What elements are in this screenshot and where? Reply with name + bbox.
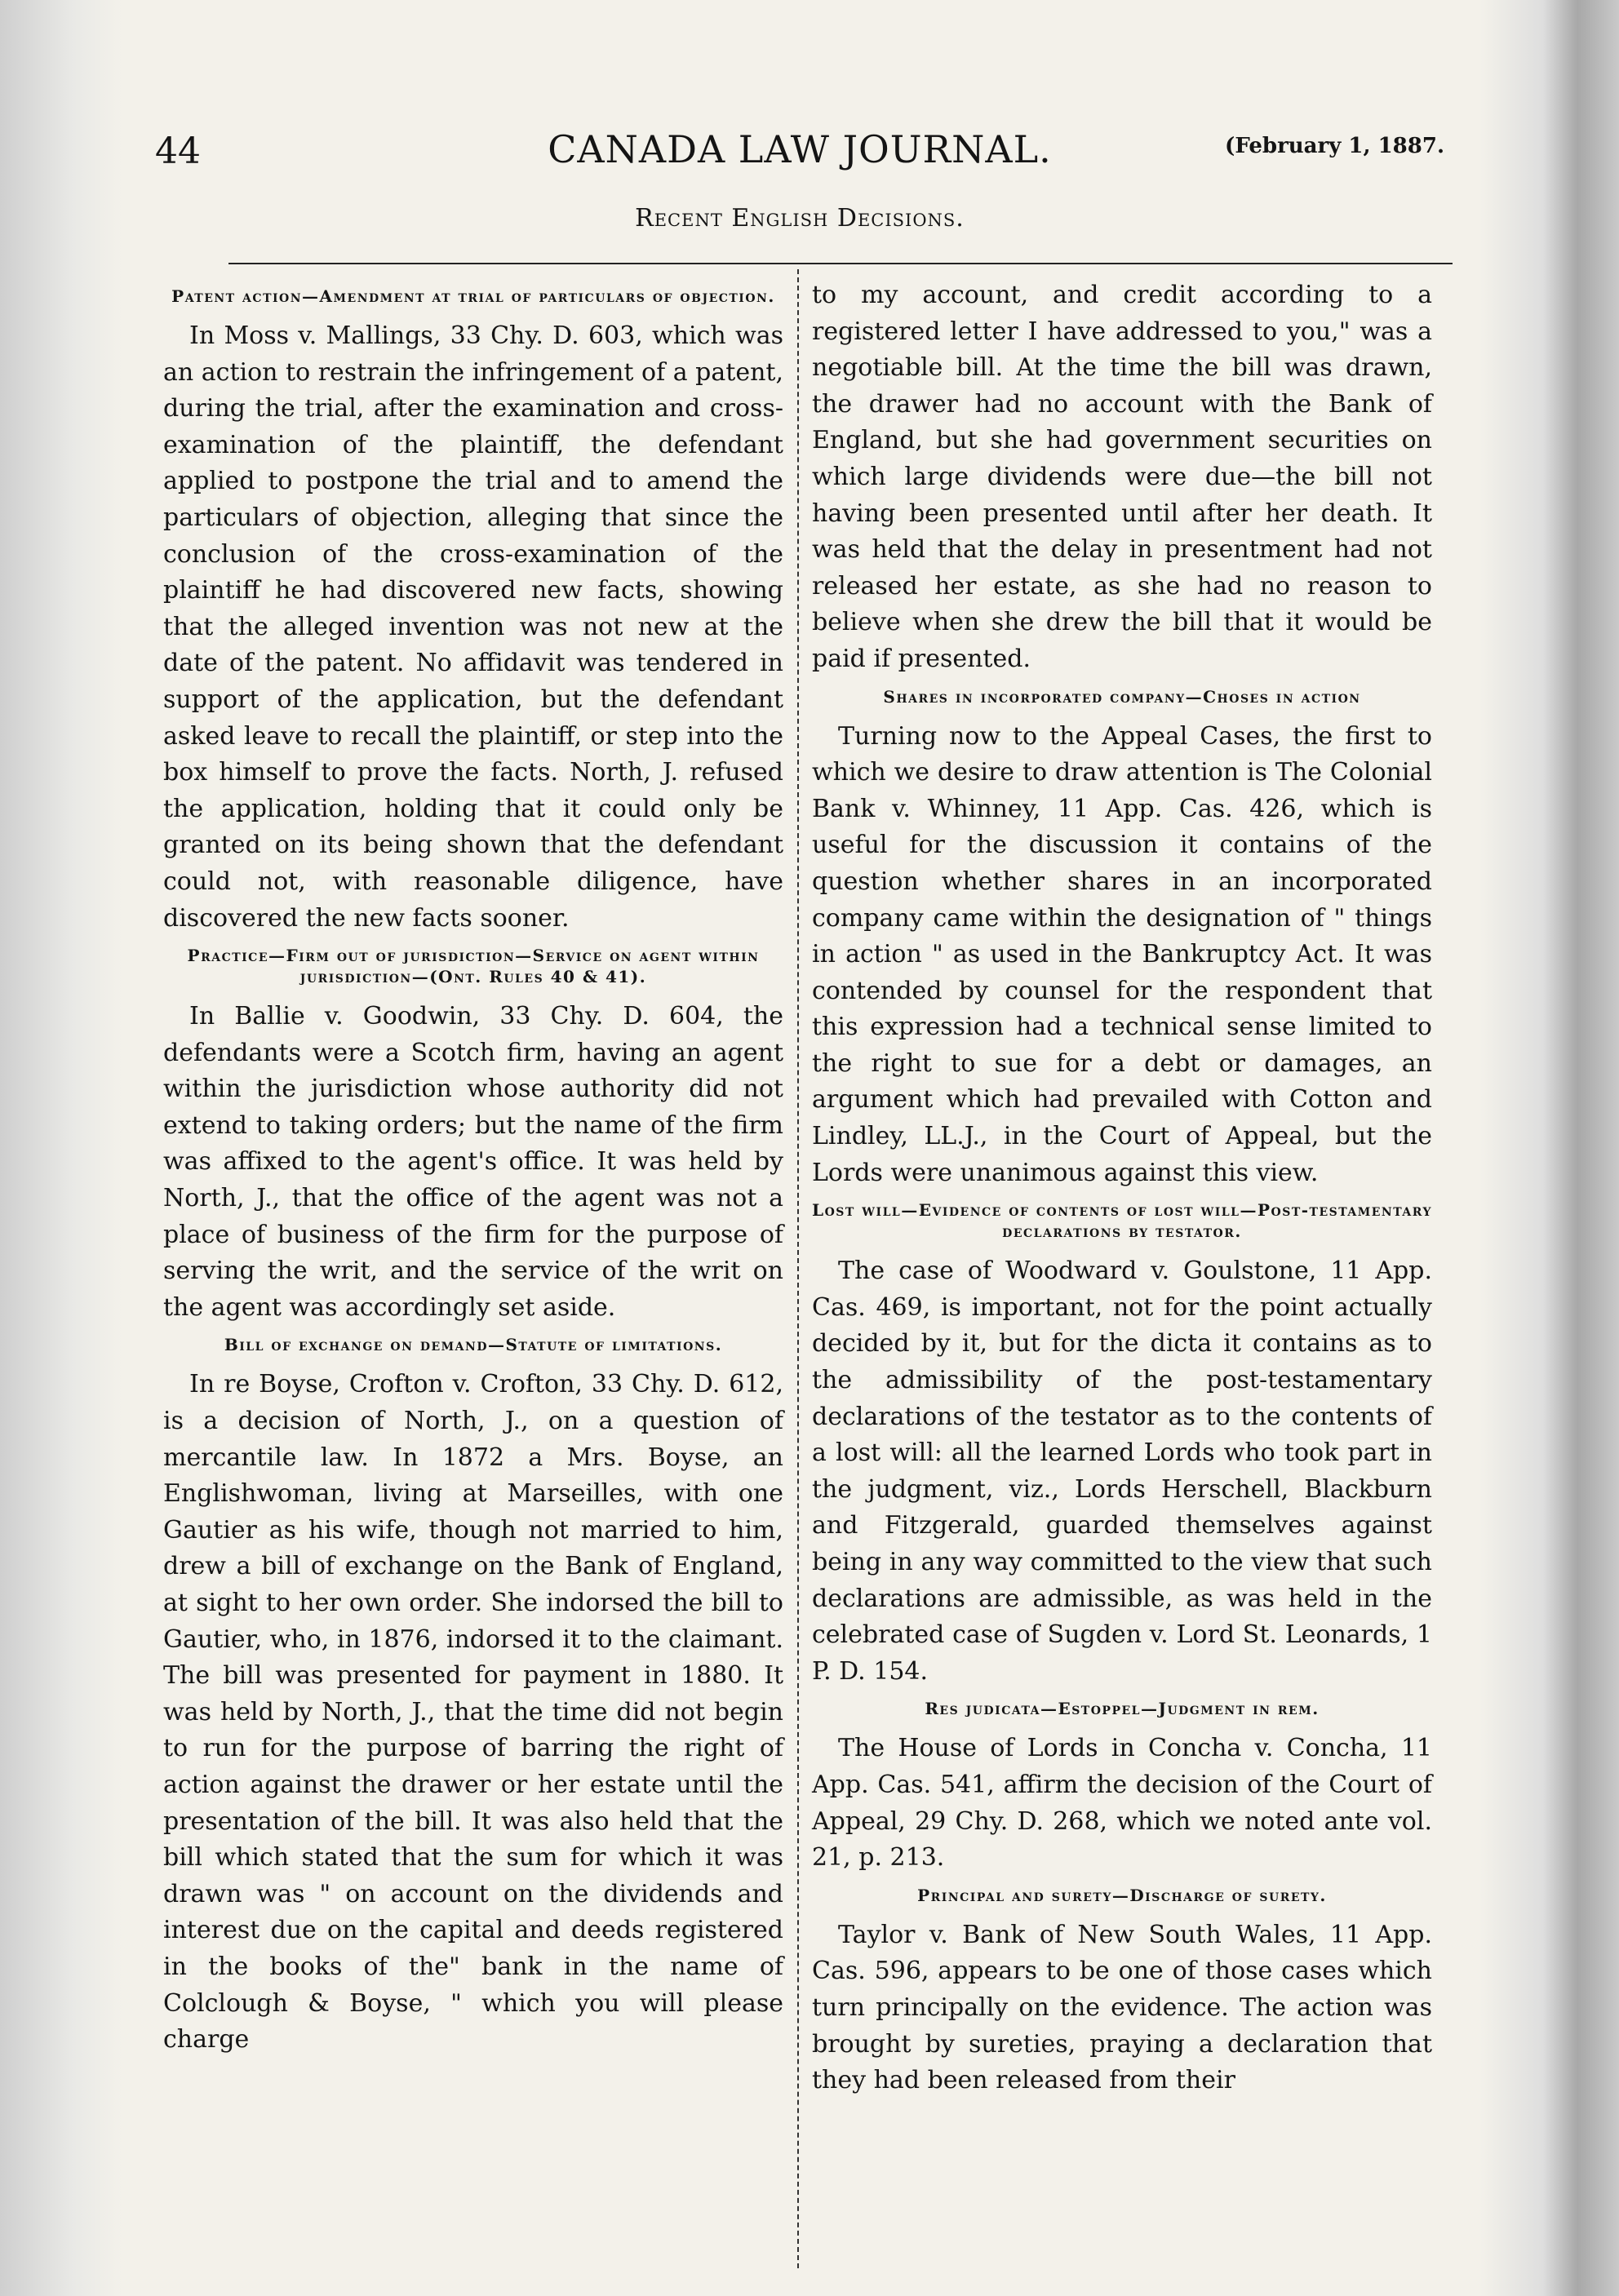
- paragraph-woodward-v-goulstone: The case of Woodward v. Goulstone, 11 App. Cas. 469, is important, not for the point actually decided by it, but for the dicta it contains as to the admissibility of the post-testamentary declarations of the testator as to the contents of a lost will: all the learned Lords who took part in the judgment, viz., Lords Herschell, Blackburn and Fitzgerald, guarded themselves against being in any way committed to the view that such declarations are admissible, as was held in the celebrated case of Sugden v. Lord St. Leonards, 1 P. D. 154.: [812, 1257, 1432, 1686]
- paragraph-colonial-bank: Turning now to the Appeal Cases, the first to which we desire to draw attention is The Colonial Bank v. Whinney, 11 App. Cas. 426, which is useful for the discussion it contains of the question whether shares in an incorporated company came within the designation of " things in action " as used in the Bankruptcy Act. It was contended by counsel for the respondent that this expression had a technical sense limited to the right to sue for a debt or damages, an argument which had prevailed with Cotton and Lindley, LL.J., in the Court of Appeal, but the Lords were unanimous against this view.: [812, 721, 1432, 1187]
- heading-bill-of-exchange: Bill of exchange on demand—Statute of limitations.: [224, 1335, 723, 1355]
- header-rule: [228, 263, 1453, 264]
- paragraph-taylor-v-bank: Taylor v. Bank of New South Wales, 11 App. Cas. 596, appears to be one of those cases which turn principally on the evidence. The action was brought by sureties, praying a declaration that they had been released from their: [812, 1920, 1432, 2095]
- heading-res-judicata: Res judicata—Estoppel—Judgment in rem.: [925, 1699, 1320, 1719]
- heading-lost-will: Lost will—Evidence of contents of lost will—Post-testamentary declarations by testator.: [812, 1200, 1432, 1242]
- heading-principal-surety: Principal and surety—Discharge of surety.: [917, 1885, 1327, 1905]
- paragraph-moss-v-mallings: In Moss v. Mallings, 33 Chy. D. 603, which was an action to restrain the infringement of a patent, during the trial, after the examination and cross-examination of the plaintiff, the defendant applied to postpone the trial and to amend the particulars of objection, alleging that since the conclusion of the cross-examination of the plaintiff he had discovered new facts, showing that the alleged invention was not new at the date of the patent. No affidavit was tendered in support of the application, but the defendant asked leave to recall the plaintiff, or step into the box himself to prove the facts. North, J. refused the application, holding that it could only be granted on its being shown that the defendant could not, with reasonable diligence, have discovered the new facts sooner.: [163, 321, 783, 933]
- journal-title: CANADA LAW JOURNAL.: [548, 127, 1052, 171]
- paragraph-in-re-boyse: In re Boyse, Crofton v. Crofton, 33 Chy. D. 612, is a decision of North, J., on a question of mercantile law. In 1872 a Mrs. Boyse, an Englishwoman, living at Marseilles, with one Gautier as his wife, though not married to him, drew a bill of exchange on the Bank of England, at sight to her own order. She indorsed the bill to Gautier, who, in 1876, indorsed it to the claimant. The bill was presented for payment in 1880. It was held by North, J., that the time did not begin to run for the purpose of barring the right of action against the drawer or her estate until the presentation of the bill. It was also held that the bill which stated that the sum for which it was drawn was " on account on the dividends and interest due on the capital and deeds registered in the books of the" bank in the name of Colclough & Boyse, " which you will please charge: [163, 1370, 783, 2054]
- heading-shares: Shares in incorporated company—Choses in action: [883, 686, 1361, 707]
- issue-date: (February 1, 1887.: [1225, 134, 1444, 158]
- running-head: [147, 122, 1453, 180]
- paragraph-ballie-v-goodwin: In Ballie v. Goodwin, 33 Chy. D. 604, the defendants were a Scotch firm, having an agent within the jurisdiction whose authority did not extend to taking orders; but the name of the firm was affixed to the agent's office. It was held by North, J., that the office of the agent was not a place of business of the firm for the purpose of serving the writ, and the service of the writ on the agent was accordingly set aside.: [163, 1002, 783, 1322]
- right-column: [812, 277, 1432, 2108]
- left-column: [163, 277, 783, 2067]
- journal-page: [147, 106, 1453, 2268]
- column-divider: [797, 269, 799, 2268]
- scan-shadow-right: [1480, 0, 1619, 2296]
- scan-shadow-left: [0, 0, 122, 2296]
- heading-practice-firm: Practice—Firm out of jurisdiction—Service on agent within jurisdiction—(Ont. Rules 40 & 41).: [187, 946, 760, 987]
- paragraph-boyse-continued: to my account, and credit according to a registered letter I have addressed to you," was a negotiable bill. At the time the bill was drawn, the drawer had no account with the Bank of England, but she had government securities on which large dividends were due—the bill not having been presented until after her death. It was held that the delay in presentment had not released her estate, as she had no reason to believe when she drew the bill that it would be paid if presented.: [812, 281, 1432, 673]
- paragraph-concha-v-concha: The House of Lords in Concha v. Concha, 11 App. Cas. 541, affirm the decision of the Court of Appeal, 29 Chy. D. 268, which we noted ante vol. 21, p. 213.: [812, 1734, 1432, 1873]
- page-number: 44: [155, 131, 201, 172]
- heading-patent-action: Patent action—Amendment at trial of particulars of objection.: [171, 286, 775, 306]
- section-title: Recent English Decisions.: [635, 204, 965, 233]
